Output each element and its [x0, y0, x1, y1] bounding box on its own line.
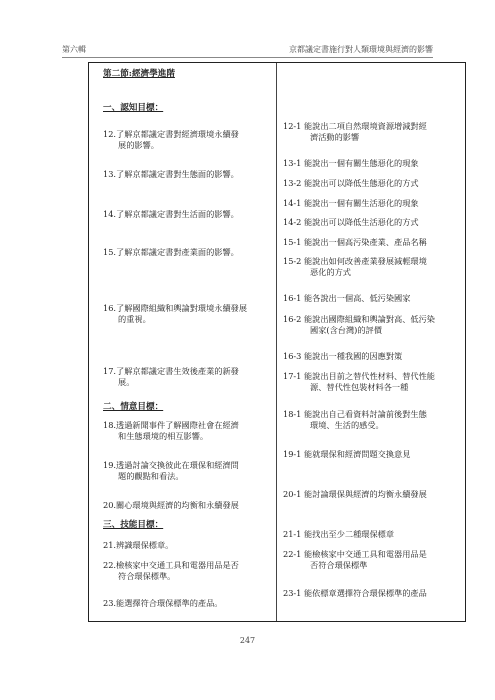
indicator-17-1: 17-1 能說出目前之替代性材料、替代性能 源、替代性包裝材料各一種 — [283, 371, 435, 392]
header-title: 京都議定書施行對人類環境與經濟的影響 — [289, 45, 433, 54]
objective-item-15: 15.了解京都議定書對產業面的影響。 — [103, 247, 239, 257]
objective-item-21: 21.辨識環保標章。 — [103, 540, 174, 550]
objective-item-20: 20.關心環境與經濟的均衡和永續發展 — [103, 500, 239, 510]
indicator-14-1: 14-1 能說出一個有關生活惡化的現象 — [283, 198, 419, 208]
affective-heading: 二、情意目標： — [103, 402, 164, 412]
indicator-22-1: 22-1 能檢核家中交通工具和電器用品是 否符合環保標準 — [283, 549, 427, 570]
objective-item-12: 12.了解京都議定書對經濟環境永續發 展的影響。 — [103, 129, 239, 150]
indicator-20-1: 20-1 能討論環保與經濟的均衡永續發展 — [283, 489, 427, 499]
indicator-16-2: 16-2 能說出國際組織和輿論對高、低污染 國家(含台灣)的評價 — [283, 314, 435, 335]
page-number: 247 — [239, 636, 256, 645]
indicator-16-3: 16-3 能說出一種我國的因應對策 — [283, 351, 403, 361]
indicator-18-1: 18-1 能說出自己看資料討論前後對生態 環境、生活的感受。 — [283, 409, 427, 430]
chapter-label: 第六輯 — [62, 45, 86, 54]
objective-item-22: 22.檢核家中交通工具和電器用品是否 符合環保標準。 — [103, 560, 239, 581]
objective-item-16: 16.了解國際組織和輿論對環境永續發展 的重視。 — [103, 303, 248, 324]
indicator-21-1: 21-1 能找出至少二種環保標章 — [283, 529, 395, 539]
cognitive-heading: 一、認知目標： — [103, 103, 164, 113]
indicator-13-2: 13-2 能說出可以降低生態惡化的方式 — [283, 178, 419, 188]
objective-item-13: 13.了解京都議定書對生態面的影響。 — [103, 169, 239, 179]
indicator-13-1: 13-1 能說出一個有關生態惡化的現象 — [283, 158, 419, 168]
indicator-16-1: 16-1 能各說出一個高、低污染國家 — [283, 293, 411, 303]
objective-item-14: 14.了解京都議定書對生活面的影響。 — [103, 209, 239, 219]
section-title: 第二節:經濟學進階 — [103, 69, 175, 79]
objective-item-17: 17.了解京都議定書生效後產業的新發 展。 — [103, 366, 239, 387]
indicator-15-2: 15-2 能說出如何改善產業發展減輕環境 惡化的方式 — [283, 256, 427, 277]
indicator-12-1: 12-1 能說出二項自然環境資源增減對經 濟活動的影響 — [283, 121, 427, 142]
skill-heading: 三、技能目標： — [103, 520, 164, 530]
indicator-23-1: 23-1 能依標章選擇符合環保標準的產品 — [283, 588, 427, 598]
objective-item-18: 18.透過新聞事件了解國際社會在經濟 和生態環境的相互影響。 — [103, 420, 239, 441]
column-divider — [276, 63, 277, 621]
indicator-14-2: 14-2 能說出可以降低生活惡化的方式 — [283, 217, 419, 227]
indicator-19-1: 19-1 能就環保和經濟問題交換意見 — [283, 449, 411, 459]
objectives-table — [88, 62, 466, 622]
objective-item-19: 19.透過討論交換彼此在環保和經濟問 題的觀點和看法。 — [103, 460, 239, 481]
indicator-15-1: 15-1 能說出一個高污染產業、產品名稱 — [283, 237, 427, 247]
header-rule — [62, 57, 433, 58]
objective-item-23: 23.能選擇符合環保標準的產品。 — [103, 598, 223, 608]
page-header — [62, 44, 433, 58]
